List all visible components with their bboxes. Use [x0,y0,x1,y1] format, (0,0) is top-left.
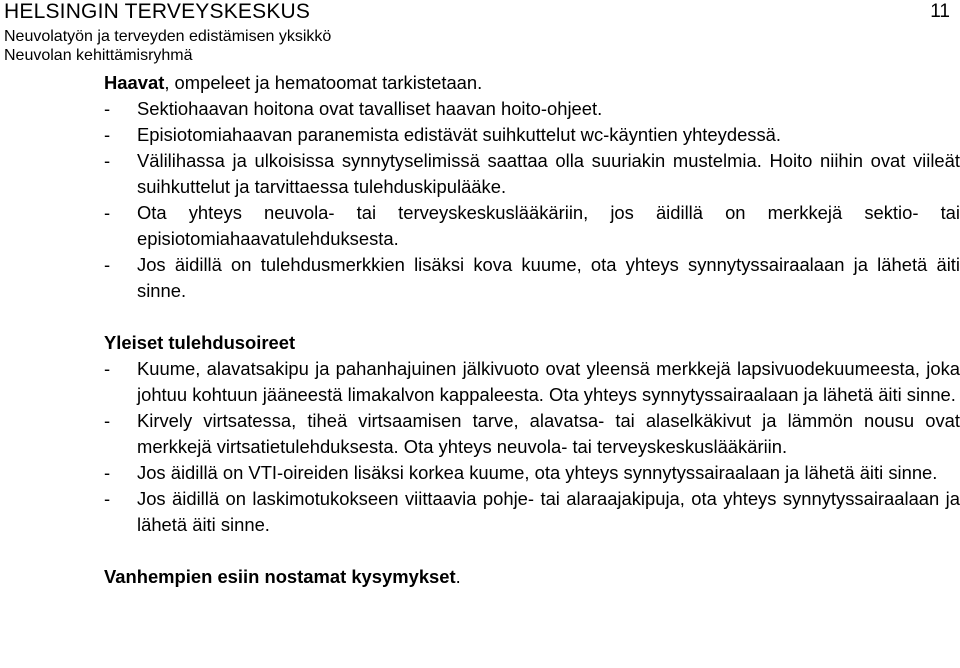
list-item: - Kirvely virtsatessa, tiheä virtsaamisen tarve, alavatsa- tai alaselkäkivut ja lämmön nousu ovat merkkejä virtsatietulehduksesta. Ota yhteys neuvola- tai terveyskeskuslääkäriin. [104,408,960,460]
intro-paragraph [104,70,960,96]
list-item: - Kuume, alavatsakipu ja pahanhajuinen jälkivuoto ovat yleensä merkkejä lapsivuodekuumeesta, joka johtuu kohtuun jääneestä limakalvon kappaleesta. Ota yhteys synnytyssairaalaan ja lähetä äiti sinne. [104,356,960,408]
list-item: - Ota yhteys neuvola- tai terveyskeskuslääkäriin, jos äidillä on merkkejä sektio- tai episiotomiahaavatulehduksesta. [104,200,960,252]
intro-bold-term: Haavat [104,72,165,93]
wound-care-list [104,96,960,304]
list-item: - Jos äidillä on tulehdusmerkkien lisäksi kova kuume, ota yhteys synnytyssairaalaan ja lähetä äiti sinne. [104,252,960,304]
list-item: - Sektiohaavan hoitona ovat tavalliset haavan hoito-ohjeet. [104,96,960,122]
list-item: - Välilihassa ja ulkoisissa synnytyselimissä saattaa olla suuriakin mustelmia. Hoito niihin ovat viileät suihkuttelut ja tarvittaessa tulehduskipulääke. [104,148,960,200]
page-number: 11 [930,1,950,22]
final-heading-tail: . [455,566,461,587]
list-item: - Jos äidillä on VTI-oireiden lisäksi korkea kuume, ota yhteys synnytyssairaalaan ja lähetä äiti sinne. [104,460,960,486]
page-header [0,0,960,70]
organization-unit: Neuvolatyön ja terveyden edistämisen yksikkö [4,28,332,45]
intro-text: , ompeleet ja hematoomat tarkistetaan. [164,72,483,93]
section-heading-infection: Yleiset tulehdusoireet [104,332,296,353]
infection-symptoms-list [104,356,960,538]
organization-title: HELSINGIN TERVEYSKESKUS [4,0,311,23]
final-heading-text: Vanhempien esiin nostamat kysymykset [104,566,456,587]
list-item: - Episiotomiahaavan paranemista edistävät suihkuttelut wc-käyntien yhteydessä. [104,122,960,148]
organization-group: Neuvolan kehittämisryhmä [4,47,193,64]
document-body [104,70,960,590]
section-heading-parent-questions [104,564,960,590]
list-item: - Jos äidillä on laskimotukokseen viittaavia pohje- tai alaraajakipuja, ota yhteys synnytyssairaalaan ja lähetä äiti sinne. [104,486,960,538]
spacer [104,304,960,330]
